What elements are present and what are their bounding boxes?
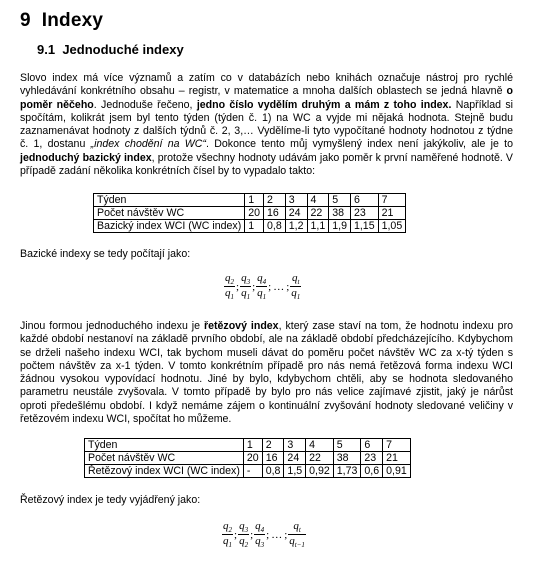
variable: q xyxy=(257,272,263,284)
table-row xyxy=(94,194,406,207)
value-cell: 20 xyxy=(243,452,262,465)
separator: ; xyxy=(236,280,240,293)
variable: q xyxy=(241,287,247,300)
value-cell: 2 xyxy=(264,194,286,207)
value-cell: 23 xyxy=(350,207,378,220)
ellipsis: … xyxy=(271,528,283,541)
variable: q xyxy=(291,287,297,300)
subscript: 1 xyxy=(228,541,232,550)
value-cell: 4 xyxy=(306,439,334,452)
subscript: 2 xyxy=(228,526,232,535)
value-cell: 4 xyxy=(307,194,329,207)
subscript: 1 xyxy=(230,293,234,302)
caption-chain-index: Řetězový index je tedy vyjádřený jako: xyxy=(20,494,201,506)
denominator xyxy=(254,535,265,549)
paragraph-intro xyxy=(20,72,513,178)
caption-basic-index: Bazické indexy se tedy počítají jako: xyxy=(20,248,191,260)
value-cell: 1 xyxy=(245,194,264,207)
text-run: , který zase staví na tom, že hodnotu indexu pro každé období nestanoví na základě prvního období, ale na základě období předcházejícího. Kdybychom se drželi našeho indexu WCI, tak bychom museli dávat do poměru počet návštěv WC za x-tý týden s počtem návštěv za x-1 týden. V tomto konkrétním případě pro nás nemá řetězová forma indexu WCI žádnou vysokou vypovídací hodnotu. Jiné by bylo, kdybychom chtěli, aby se hodnota sledovaného parametru neustále zvyšovala. V tomto případě by bylo pro nás velice zajímavé zjistit, jaký je nárůst oproti předešlému období. I když nemáme zájem o kontinuální zvyšování hodnoty sledované veličiny v řetězovém indexu WCI, spočítat ho můžeme. xyxy=(20,320,513,426)
variable: q xyxy=(255,535,261,548)
value-cell: 23 xyxy=(361,452,383,465)
variable: q xyxy=(241,272,247,284)
value-cell: 22 xyxy=(306,452,334,465)
value-cell: 1 xyxy=(243,439,262,452)
value-cell: 24 xyxy=(285,207,307,220)
variable: q xyxy=(223,535,229,548)
separator: ; xyxy=(286,280,290,293)
value-cell: 6 xyxy=(361,439,383,452)
subscript: t xyxy=(298,526,301,535)
subscript: 1 xyxy=(296,293,301,302)
value-cell: 0,92 xyxy=(306,465,334,478)
table-row xyxy=(85,452,411,465)
variable: q xyxy=(257,287,263,300)
variable: q xyxy=(292,272,298,284)
text-run: Slovo index má více významů a zatím co v databázích nebo knihách označuje nástroj pro rychlé vyhledávání konkrétního obsahu – registr, v matematice a mnoha dalších oblastech se jedná hlavně xyxy=(20,72,513,98)
row-label-cell: Týden xyxy=(85,439,244,452)
numerator xyxy=(224,272,235,287)
subscript: 2 xyxy=(244,541,249,550)
ellipsis: … xyxy=(273,280,285,293)
chapter-number: 9 xyxy=(20,10,31,31)
value-cell: 3 xyxy=(284,439,306,452)
formula-chain-index xyxy=(222,520,306,549)
separator: ; xyxy=(266,528,270,541)
bold-run: jednoduchý bazický index xyxy=(20,151,152,164)
value-cell: 21 xyxy=(383,452,411,465)
subscript: 3 xyxy=(244,526,249,535)
value-cell: 5 xyxy=(333,439,361,452)
table-basic-index xyxy=(93,193,406,233)
table-row xyxy=(94,220,406,233)
value-cell: 20 xyxy=(245,207,264,220)
separator: ; xyxy=(234,528,238,541)
separator: ; xyxy=(268,280,272,293)
fraction xyxy=(238,520,249,549)
denominator xyxy=(238,535,249,549)
bold-run: o poměr něčeho xyxy=(20,85,513,111)
variable: q xyxy=(225,272,231,284)
denominator xyxy=(256,287,267,301)
row-label-cell: Řetězový index WCI (WC index) xyxy=(85,465,244,478)
fraction xyxy=(224,272,235,301)
row-label-cell: Počet návštěv WC xyxy=(85,452,244,465)
subscript: 3 xyxy=(246,278,251,287)
value-cell: 16 xyxy=(264,207,286,220)
subscript: 4 xyxy=(260,526,265,535)
variable: q xyxy=(239,520,245,532)
subscript: t−1 xyxy=(294,541,305,550)
denominator xyxy=(240,287,251,301)
value-cell: 1,1 xyxy=(307,220,329,233)
value-cell: 0,8 xyxy=(262,465,284,478)
text-run: Jinou formou jednoduchého indexu je xyxy=(20,320,204,332)
separator: ; xyxy=(252,280,256,293)
denominator xyxy=(288,535,306,549)
value-cell: 2 xyxy=(262,439,284,452)
value-cell: 7 xyxy=(378,194,406,207)
denominator xyxy=(222,535,233,549)
value-cell: 38 xyxy=(333,452,361,465)
numerator xyxy=(256,272,267,287)
value-cell: 3 xyxy=(285,194,307,207)
numerator xyxy=(240,272,251,287)
fraction xyxy=(290,272,301,301)
paragraph-chain xyxy=(20,320,513,426)
section-title: Jednoduché indexy xyxy=(62,42,184,57)
variable: q xyxy=(223,520,229,532)
numerator xyxy=(290,272,301,287)
variable: q xyxy=(225,287,231,300)
subscript: t xyxy=(297,278,300,287)
numerator xyxy=(222,520,233,535)
numerator xyxy=(288,520,306,535)
denominator xyxy=(290,287,301,301)
value-cell: 38 xyxy=(329,207,351,220)
chapter-title: Indexy xyxy=(41,10,104,31)
variable: q xyxy=(239,535,245,548)
fraction xyxy=(288,520,306,549)
variable: q xyxy=(289,535,295,548)
fraction xyxy=(222,520,233,549)
section-number: 9.1 xyxy=(37,42,56,57)
subscript: 1 xyxy=(262,293,267,302)
table-chain-index xyxy=(84,438,411,478)
value-cell: 0,8 xyxy=(264,220,286,233)
table-row xyxy=(85,465,411,478)
separator: ; xyxy=(250,528,254,541)
table-row xyxy=(85,439,411,452)
text-run: . Jednoduše řečeno, xyxy=(93,98,197,111)
value-cell: 22 xyxy=(307,207,329,220)
numerator xyxy=(254,520,265,535)
value-cell: 5 xyxy=(329,194,351,207)
subscript: 3 xyxy=(260,541,265,550)
value-cell: 16 xyxy=(262,452,284,465)
variable: q xyxy=(255,520,261,532)
value-cell: 1,2 xyxy=(285,220,307,233)
value-cell: 1,9 xyxy=(329,220,351,233)
bold-run: jedno číslo vydělím druhým a mám z toho index. xyxy=(196,98,452,111)
table-row xyxy=(94,207,406,220)
fraction xyxy=(240,272,251,301)
value-cell: 7 xyxy=(383,439,411,452)
variable: q xyxy=(293,520,299,532)
value-cell: 6 xyxy=(350,194,378,207)
value-cell: 21 xyxy=(378,207,406,220)
fraction xyxy=(254,520,265,549)
value-cell: 1,5 xyxy=(284,465,306,478)
text-run: , protože všechny hodnoty udávám jako poměr k první naměřené hodnotě. V případě zadání několika konkrétních čísel by to vypadalo takto: xyxy=(20,151,513,178)
value-cell: 0,6 xyxy=(361,465,383,478)
subscript: 4 xyxy=(262,278,267,287)
value-cell: 1,15 xyxy=(350,220,378,233)
denominator xyxy=(224,287,235,301)
value-cell: 1 xyxy=(245,220,264,233)
bold-run: řetězový index xyxy=(203,320,279,332)
numerator xyxy=(238,520,249,535)
value-cell: 1,73 xyxy=(333,465,361,478)
italic-run: „index chodění na WC“ xyxy=(90,138,206,151)
text-run: . Dokonce tento můj vymyšlený index není jakýkoliv, ale je to xyxy=(206,138,514,151)
fraction xyxy=(256,272,267,301)
subscript: 1 xyxy=(246,293,251,302)
value-cell: 1,05 xyxy=(378,220,406,233)
formula-basic-index xyxy=(224,272,301,301)
subscript: 2 xyxy=(230,278,234,287)
value-cell: - xyxy=(243,465,262,478)
row-label-cell: Bazický index WCI (WC index) xyxy=(94,220,245,233)
value-cell: 24 xyxy=(284,452,306,465)
chapter-heading xyxy=(20,10,103,32)
row-label-cell: Týden xyxy=(94,194,245,207)
section-heading xyxy=(37,42,184,57)
row-label-cell: Počet návštěv WC xyxy=(94,207,245,220)
text-run: Například si spočítám, kolikrát jsem byl tento týden (týden č. 1) na WC a vyjde mi nějaká hodnota. Stejně budu zaznamenávat hodnoty z dalších týdnů č. 2, 3,… Vydělíme-li tyto vypočítané hodnoty hodnotou z týdne č. 1, dostanu xyxy=(20,98,513,151)
value-cell: 0,91 xyxy=(383,465,411,478)
separator: ; xyxy=(284,528,288,541)
